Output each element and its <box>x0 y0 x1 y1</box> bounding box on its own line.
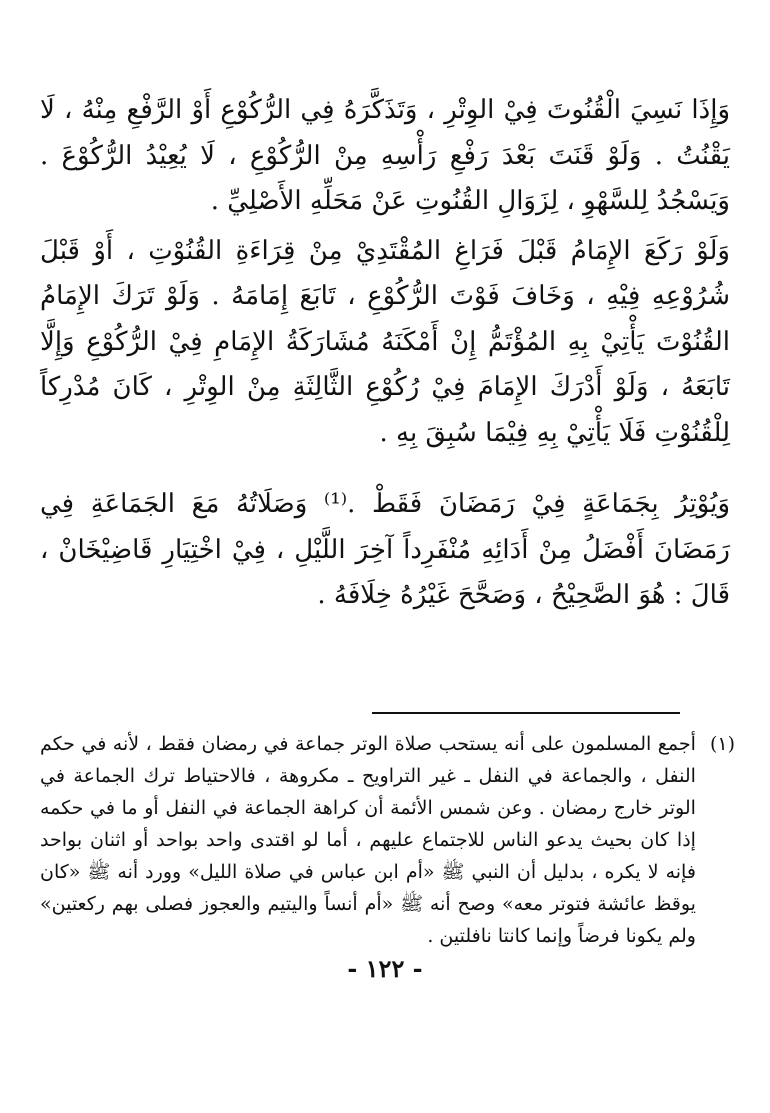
footnote-marker: (١) <box>709 733 735 755</box>
page-number: - ١٢٢ - <box>347 954 423 983</box>
footnote <box>40 728 735 952</box>
main-text-block <box>40 88 730 619</box>
paragraph-qunut-forgotten: وَإِذَا نَسِيَ الْقُنُوتَ فِيْ الوِتْرِ ، وَتَذَكَّرَهُ فِي الرُّكُوْعِ أَوْ الرَّفْعِ مِنْهُ ، لَا يَقْنُتُ . وَلَوْ قَنَتَ بَعْدَ رَفْعِ رَأْسِهِ مِنْ الرُّكُوْعِ ، لَا يُعِيْدُ الرُّكُوْعَ . وَيَسْجُدُ لِلسَّهْوِ ، لِزَوَالِ القُنُوتِ عَنْ مَحَلِّهِ الأَصْلِيِّ . <box>40 95 730 216</box>
footnote-text: أجمع المسلمون على أنه يستحب صلاة الوتر جماعة في رمضان فقط ، لأنه في حكم النفل ، والجماعة في النفل ـ غير التراويح ـ مكروهة ، فالاحتياط ترك الجماعة في الوتر خارج رمضان . وعن شمس الأئمة أن كراهة الجماعة في النفل أو ما في حكمه إذا كان بحيث يدعو الناس للاجتماع عليهم ، أما لو اقتدى واحد بواحد أو اثنان بواحد فإنه لا يكره ، بدليل أن النبي ﷺ «أم ابن عباس في صلاة الليل» وورد أنه ﷺ «كان يوقظ عائشة فتوتر معه» وصح أنه ﷺ «أم أنساً واليتيم والعجوز فصلى بهم ركعتين» ولم يكونا فرضاً وإنما كانتا نافلتين . <box>40 733 696 947</box>
paragraph-imam-bows: وَلَوْ رَكَعَ الإِمَامُ قَبْلَ فَرَاغِ المُقْتَدِيْ مِنْ قِرَاءَةِ القُنُوْتِ ، أَوْ قَبْلَ شُرُوْعِهِ فِيْهِ ، وَخَافَ فَوْتَ الرُّكُوْعِ ، تَابَعَ إِمَامَهُ . وَلَوْ تَرَكَ الإِمَامُ القُنُوْتَ يَأْتِيْ بِهِ المُؤْتَمُّ إِنْ أَمْكَنَهُ مُشَارَكَةُ الإِمَامِ فِيْ الرُّكُوْعِ وَإِلَّا تَابَعَهُ ، وَلَوْ أَدْرَكَ الإِمَامَ فِيْ رُكُوْعِ الثَّالِثَةِ مِنْ الوِتْرِ ، كَانَ مُدْرِكاً لِلْقُنُوْتِ فَلَا يَأْتِيْ بِهِ فِيْمَا سُبِقَ بِهِ . <box>40 235 730 448</box>
footnote-separator <box>372 712 680 714</box>
paragraph-witr-congregation: وَيُوْتِرُ بِجَمَاعَةٍ فِيْ رَمَضَانَ فَقَطْ .⁽¹⁾ وَصَلَاتُهُ مَعَ الجَمَاعَةِ فِي رَمَضَانَ أَفْضَلُ مِنْ أَدَائِهِ مُنْفَرِداً آخِرَ اللَّيْلِ ، فِيْ اخْتِيَارِ قَاضِيْخَانْ ، قَالَ : هُوَ الصَّحِيْحُ ، وَصَحَّحَ غَيْرُهُ خِلَافَهُ . <box>40 489 730 610</box>
